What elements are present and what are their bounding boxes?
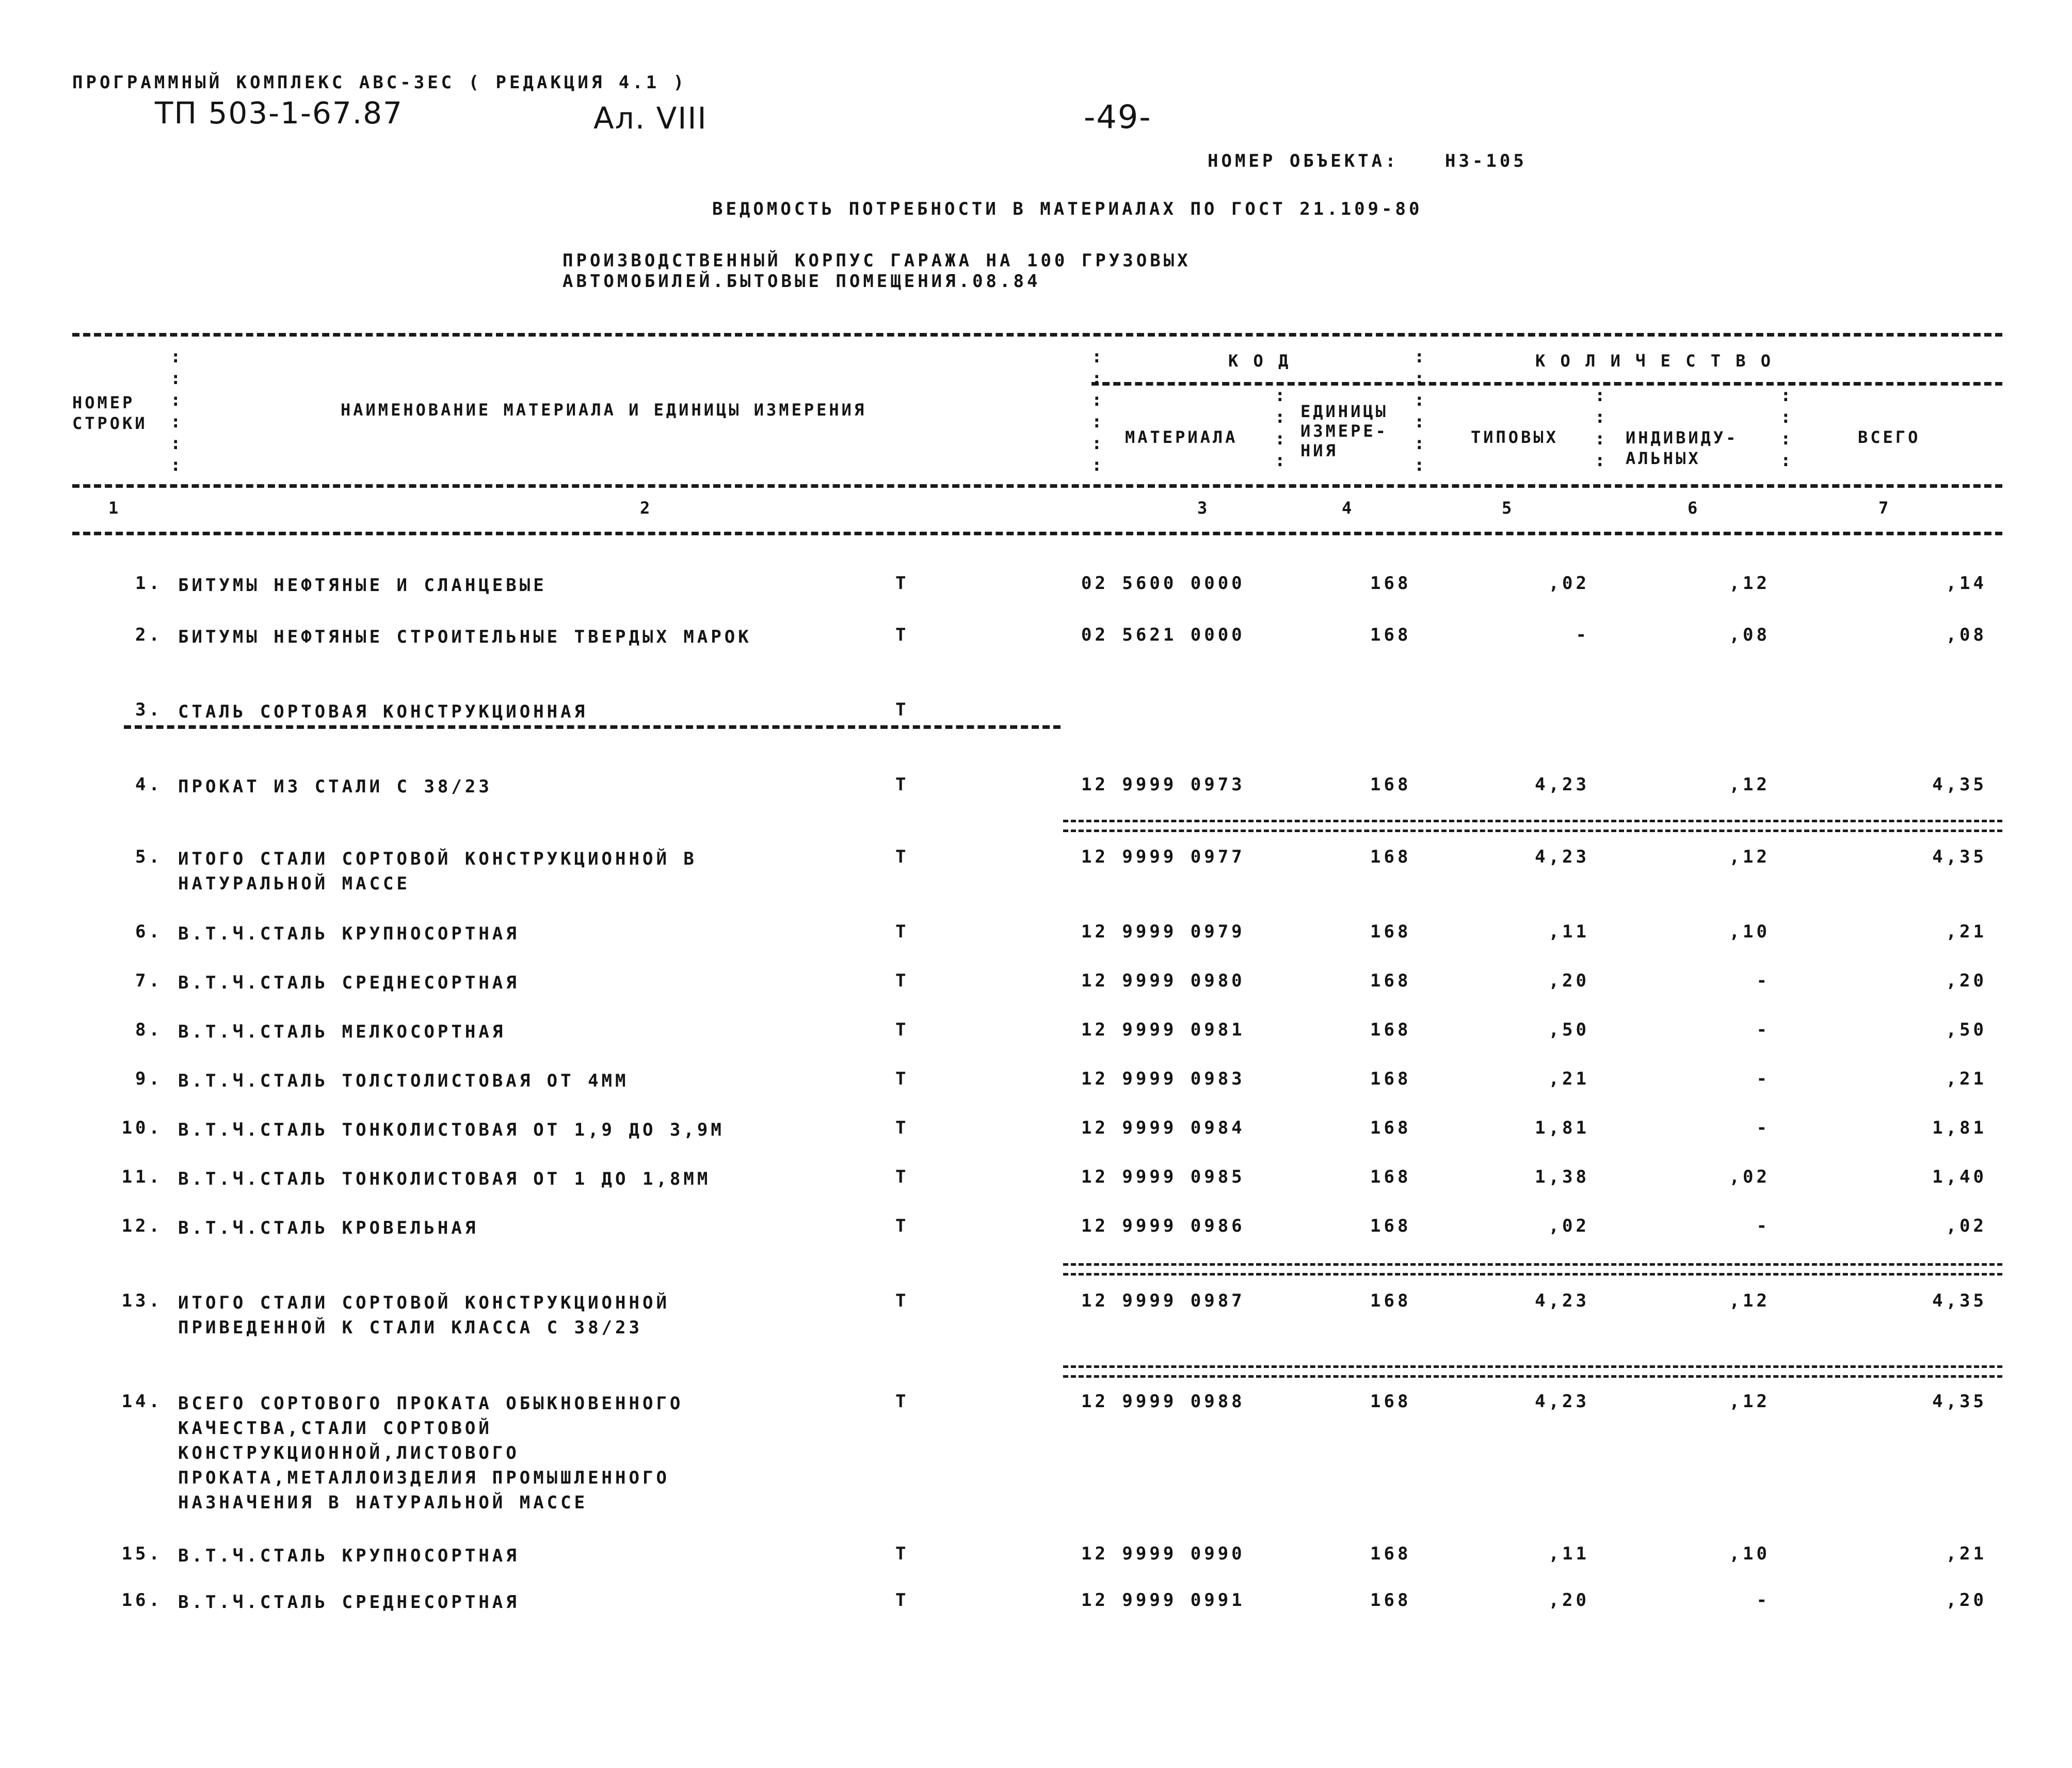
qty-typical: ,02 xyxy=(1548,1216,1589,1236)
material-code: 02 5621 0000 xyxy=(1081,625,1245,645)
qty-total: ,20 xyxy=(1946,1590,1987,1611)
col-num-6: 6 xyxy=(1688,498,1700,518)
col-name: НАИМЕНОВАНИЕ МАТЕРИАЛА И ЕДИНИЦЫ ИЗМЕРЕНИЯ xyxy=(341,400,867,420)
qty-typical: 4,23 xyxy=(1535,1291,1589,1311)
material-name-line: ПРОКАТ ИЗ СТАЛИ С 38/23 xyxy=(178,776,492,797)
unit-code: 168 xyxy=(1370,625,1411,645)
material-code: 12 9999 0984 xyxy=(1081,1118,1245,1138)
col-num-1: 1 xyxy=(108,498,121,518)
row-number: 3. xyxy=(135,699,163,720)
tp-code: ТП 503-1-67.87 xyxy=(155,95,403,131)
unit-label: Т xyxy=(895,847,909,867)
qty-typical: ,20 xyxy=(1548,970,1589,991)
double-divider-3 xyxy=(1063,1365,2002,1378)
material-code: 12 9999 0988 xyxy=(1081,1391,1245,1412)
material-code: 02 5600 0000 xyxy=(1081,573,1245,594)
col-code-group: К О Д xyxy=(1228,351,1291,371)
material-name-line: ВСЕГО СОРТОВОГО ПРОКАТА ОБЫКНОВЕННОГО xyxy=(178,1393,684,1414)
unit-code: 168 xyxy=(1370,1291,1411,1311)
material-code: 12 9999 0983 xyxy=(1081,1069,1245,1089)
material-name xyxy=(178,1543,520,1568)
qty-total: 1,81 xyxy=(1932,1118,1987,1138)
program-title: ПРОГРАММНЫЙ КОМПЛЕКС АВС-3ЕС ( РЕДАКЦИЯ 4.1 ) xyxy=(72,72,687,93)
unit-code: 168 xyxy=(1370,1391,1411,1412)
unit-label: Т xyxy=(895,1590,909,1611)
qty-total: ,08 xyxy=(1946,625,1987,645)
row-number: 16. xyxy=(121,1590,163,1611)
unit-label: Т xyxy=(895,1291,909,1311)
unit-code: 168 xyxy=(1370,1216,1411,1236)
unit-label: Т xyxy=(895,970,909,991)
material-name xyxy=(178,1590,520,1615)
row-number: 1. xyxy=(135,573,163,594)
unit-code: 168 xyxy=(1370,1167,1411,1187)
material-code: 12 9999 0977 xyxy=(1081,847,1245,867)
col-individual-l2: АЛЬНЫХ xyxy=(1626,449,1701,468)
row-number: 14. xyxy=(121,1391,163,1412)
qty-individual: ,02 xyxy=(1729,1167,1770,1187)
material-name xyxy=(178,1020,506,1044)
col-num-5: 5 xyxy=(1502,498,1515,518)
qty-individual: ,12 xyxy=(1729,774,1770,795)
row-number: 15. xyxy=(121,1543,163,1564)
unit-label: Т xyxy=(895,1118,909,1138)
unit-code: 168 xyxy=(1370,1543,1411,1564)
qty-individual: - xyxy=(1756,1118,1770,1138)
col-row-number-l2: СТРОКИ xyxy=(72,413,148,433)
material-name xyxy=(178,921,520,946)
qty-total: 4,35 xyxy=(1932,774,1987,795)
material-name-line: В.Т.Ч.СТАЛЬ СРЕДНЕСОРТНАЯ xyxy=(178,1592,520,1613)
statement-title: ВЕДОМОСТЬ ПОТРЕБНОСТИ В МАТЕРИАЛАХ ПО ГОСТ 21.109-80 xyxy=(712,199,1423,219)
material-name-line: БИТУМЫ НЕФТЯНЫЕ СТРОИТЕЛЬНЫЕ ТВЕРДЫХ МАРОК xyxy=(178,627,752,647)
material-name-line: В.Т.Ч.СТАЛЬ ТОНКОЛИСТОВАЯ ОТ 1,9 ДО 3,9М xyxy=(178,1120,725,1140)
unit-label: Т xyxy=(895,1391,909,1412)
material-name-line: В.Т.Ч.СТАЛЬ КРУПНОСОРТНАЯ xyxy=(178,1546,520,1566)
material-name xyxy=(178,1069,629,1093)
material-code: 12 9999 0987 xyxy=(1081,1291,1245,1311)
qty-typical: ,11 xyxy=(1548,1543,1589,1564)
material-name-line: ПРОКАТА,МЕТАЛЛОИЗДЕЛИЯ ПРОМЫШЛЕННОГО xyxy=(178,1468,670,1488)
qty-typical: 4,23 xyxy=(1535,774,1589,795)
row-number: 2. xyxy=(135,625,163,645)
unit-label: Т xyxy=(895,1167,909,1187)
album-number: Ал. VIII xyxy=(593,101,708,136)
qty-individual: ,10 xyxy=(1729,1543,1770,1564)
material-name xyxy=(178,1391,683,1515)
col-row-number-l1: НОМЕР xyxy=(72,393,135,412)
material-code: 12 9999 0981 xyxy=(1081,1020,1245,1040)
qty-individual: - xyxy=(1756,970,1770,991)
building-line-1: ПРОИЗВОДСТВЕННЫЙ КОРПУС ГАРАЖА НА 100 ГРУЗОВЫХ xyxy=(563,250,1191,271)
qty-individual: ,12 xyxy=(1729,573,1770,594)
row-number: 6. xyxy=(135,921,163,942)
object-value: Н3-105 xyxy=(1445,151,1527,171)
material-code: 12 9999 0986 xyxy=(1081,1216,1245,1236)
col-quantity-group: К О Л И Ч Е С Т В О xyxy=(1535,351,1774,371)
qty-typical: 1,81 xyxy=(1535,1118,1589,1138)
row-number: 12. xyxy=(121,1216,163,1236)
double-divider-2 xyxy=(1063,1263,2002,1276)
qty-individual: ,12 xyxy=(1729,1391,1770,1412)
col-num-3: 3 xyxy=(1197,498,1210,518)
qty-typical: - xyxy=(1576,625,1589,645)
unit-label: Т xyxy=(895,573,909,594)
qty-individual: ,10 xyxy=(1729,921,1770,942)
col-individual-l1: ИНДИВИДУ- xyxy=(1626,428,1739,448)
material-code: 12 9999 0980 xyxy=(1081,970,1245,991)
qty-typical: ,11 xyxy=(1548,921,1589,942)
unit-code: 168 xyxy=(1370,1020,1411,1040)
col-total: ВСЕГО xyxy=(1858,427,1921,447)
row-number: 4. xyxy=(135,774,163,795)
unit-label: Т xyxy=(895,1020,909,1040)
qty-typical: ,21 xyxy=(1548,1069,1589,1089)
col-unit-l2: ИЗМЕРЕ- xyxy=(1300,421,1388,441)
qty-typical: ,02 xyxy=(1548,573,1589,594)
col-num-4: 4 xyxy=(1342,498,1355,518)
qty-total: ,21 xyxy=(1946,1069,1987,1089)
unit-code: 168 xyxy=(1370,1069,1411,1089)
qty-total: 4,35 xyxy=(1932,1391,1987,1412)
material-name-line: СТАЛЬ СОРТОВАЯ КОНСТРУКЦИОННАЯ xyxy=(178,702,588,722)
col-unit-l3: НИЯ xyxy=(1300,441,1338,460)
material-name xyxy=(178,847,697,896)
unit-code: 168 xyxy=(1370,774,1411,795)
section-divider xyxy=(124,725,1061,729)
material-name-line: В.Т.Ч.СТАЛЬ КРУПНОСОРТНАЯ xyxy=(178,923,520,944)
material-name-line: В.Т.Ч.СТАЛЬ ТОНКОЛИСТОВАЯ ОТ 1 ДО 1,8ММ xyxy=(178,1169,711,1189)
col-material: МАТЕРИАЛА xyxy=(1125,427,1238,447)
unit-label: Т xyxy=(895,1543,909,1564)
material-name-line: ИТОГО СТАЛИ СОРТОВОЙ КОНСТРУКЦИОННОЙ В xyxy=(178,849,697,869)
material-code: 12 9999 0973 xyxy=(1081,774,1245,795)
qty-individual: - xyxy=(1756,1216,1770,1236)
qty-total: ,21 xyxy=(1946,921,1987,942)
row-number: 7. xyxy=(135,970,163,991)
qty-typical: 4,23 xyxy=(1535,847,1589,867)
material-code: 12 9999 0985 xyxy=(1081,1167,1245,1187)
qty-total: ,14 xyxy=(1946,573,1987,594)
unit-code: 168 xyxy=(1370,573,1411,594)
row-number: 8. xyxy=(135,1020,163,1040)
qty-total: ,50 xyxy=(1946,1020,1987,1040)
unit-label: Т xyxy=(895,1069,909,1089)
material-name-line: В.Т.Ч.СТАЛЬ СРЕДНЕСОРТНАЯ xyxy=(178,973,520,993)
unit-label: Т xyxy=(895,1216,909,1236)
building-line-2: АВТОМОБИЛЕЙ.БЫТОВЫЕ ПОМЕЩЕНИЯ.08.84 xyxy=(563,271,1041,292)
qty-typical: ,50 xyxy=(1548,1020,1589,1040)
qty-typical: 1,38 xyxy=(1535,1167,1589,1187)
unit-label: Т xyxy=(895,774,909,795)
qty-total: 4,35 xyxy=(1932,1291,1987,1311)
qty-individual: - xyxy=(1756,1590,1770,1611)
unit-label: Т xyxy=(895,921,909,942)
col-unit-l1: ЕДИНИЦЫ xyxy=(1300,402,1388,421)
material-name-line: ПРИВЕДЕННОЙ К СТАЛИ КЛАССА С 38/23 xyxy=(178,1317,643,1338)
row-number: 10. xyxy=(121,1118,163,1138)
unit-label: Т xyxy=(895,625,909,645)
material-code: 12 9999 0990 xyxy=(1081,1543,1245,1564)
material-name-line: В.Т.Ч.СТАЛЬ МЕЛКОСОРТНАЯ xyxy=(178,1022,506,1042)
material-name-line: НАТУРАЛЬНОЙ МАССЕ xyxy=(178,873,410,894)
qty-total: 4,35 xyxy=(1932,847,1987,867)
qty-typical: ,20 xyxy=(1548,1590,1589,1611)
material-name xyxy=(178,1167,711,1191)
page-number: -49- xyxy=(1084,98,1152,136)
material-name xyxy=(178,1291,670,1340)
col-typical: ТИПОВЫХ xyxy=(1471,427,1559,447)
qty-total: ,02 xyxy=(1946,1216,1987,1236)
unit-label: Т xyxy=(895,699,909,720)
material-name xyxy=(178,1118,725,1142)
unit-code: 168 xyxy=(1370,1118,1411,1138)
unit-code: 168 xyxy=(1370,970,1411,991)
qty-total: 1,40 xyxy=(1932,1167,1987,1187)
col-num-7: 7 xyxy=(1878,498,1891,518)
qty-individual: ,12 xyxy=(1729,1291,1770,1311)
qty-individual: - xyxy=(1756,1020,1770,1040)
material-name-line: ИТОГО СТАЛИ СОРТОВОЙ КОНСТРУКЦИОННОЙ xyxy=(178,1293,670,1313)
double-divider-1 xyxy=(1063,820,2002,832)
material-code: 12 9999 0979 xyxy=(1081,921,1245,942)
material-name xyxy=(178,1216,478,1240)
qty-individual: - xyxy=(1756,1069,1770,1089)
row-number: 9. xyxy=(135,1069,163,1089)
qty-individual: ,08 xyxy=(1729,625,1770,645)
material-name-line: В.Т.Ч.СТАЛЬ ТОЛСТОЛИСТОВАЯ ОТ 4ММ xyxy=(178,1071,629,1091)
object-label: НОМЕР ОБЪЕКТА: xyxy=(1208,151,1399,171)
material-name-line: БИТУМЫ НЕФТЯНЫЕ И СЛАНЦЕВЫЕ xyxy=(178,575,547,596)
unit-code: 168 xyxy=(1370,1590,1411,1611)
row-number: 5. xyxy=(135,847,163,867)
material-name xyxy=(178,970,520,995)
unit-code: 168 xyxy=(1370,921,1411,942)
row-number: 11. xyxy=(121,1167,163,1187)
material-name xyxy=(178,625,752,649)
qty-total: ,20 xyxy=(1946,970,1987,991)
material-name-line: В.Т.Ч.СТАЛЬ КРОВЕЛЬНАЯ xyxy=(178,1218,479,1238)
qty-individual: ,12 xyxy=(1729,847,1770,867)
material-name-line: НАЗНАЧЕНИЯ В НАТУРАЛЬНОЙ МАССЕ xyxy=(178,1492,588,1513)
material-name xyxy=(178,774,492,799)
qty-total: ,21 xyxy=(1946,1543,1987,1564)
material-name xyxy=(178,573,547,598)
col-num-2: 2 xyxy=(640,498,653,518)
material-name xyxy=(178,699,588,724)
material-name-line: КОНСТРУКЦИОННОЙ,ЛИСТОВОГО xyxy=(178,1443,520,1463)
material-name-line: КАЧЕСТВА,СТАЛИ СОРТОВОЙ xyxy=(178,1418,492,1439)
material-code: 12 9999 0991 xyxy=(1081,1590,1245,1611)
row-number: 13. xyxy=(121,1291,163,1311)
qty-typical: 4,23 xyxy=(1535,1391,1589,1412)
unit-code: 168 xyxy=(1370,847,1411,867)
